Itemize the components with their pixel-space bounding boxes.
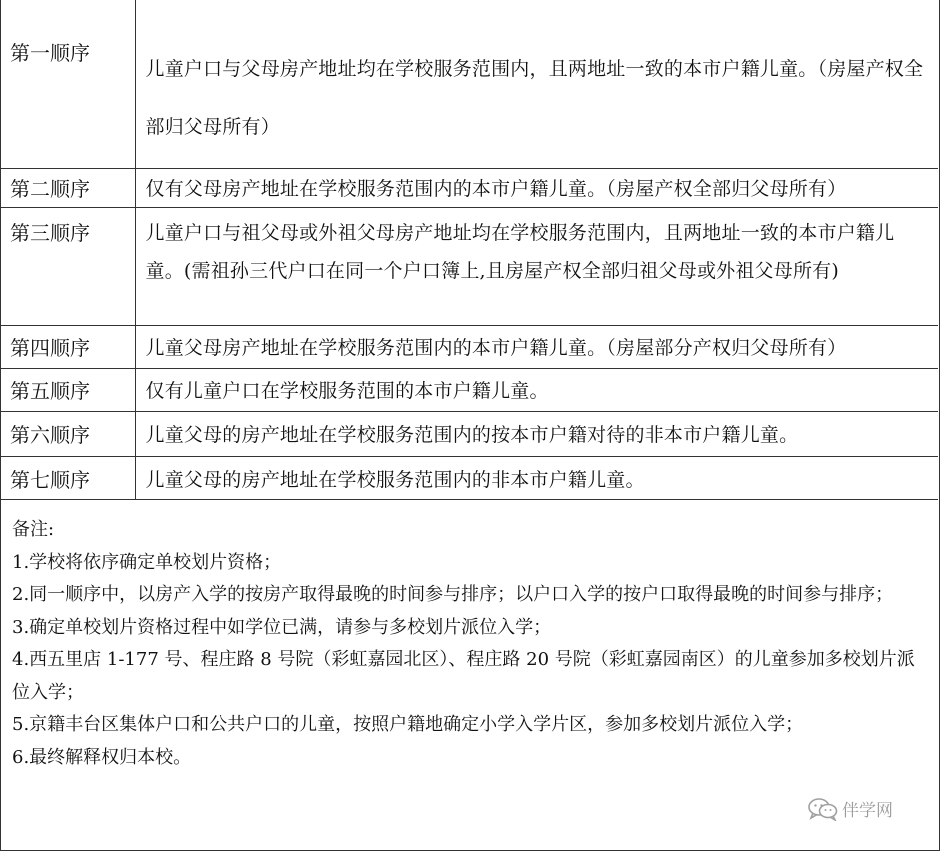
note-item: 3.确定单校划片资格过程中如学位已满，请参与多校划片派位入学；: [12, 616, 552, 638]
order-label: 第五顺序: [10, 379, 90, 403]
order-desc-cell: [135, 412, 938, 457]
order-description: 仅有儿童户口在学校服务范围的本市户籍儿童。: [145, 380, 549, 402]
order-label: 第六顺序: [10, 423, 90, 447]
order-desc-cell: [135, 369, 938, 412]
order-desc-cell: [135, 457, 938, 500]
watermark: [808, 796, 893, 821]
note-item: 2.同一顺序中，以房产入学的按房产取得最晚的时间参与排序；以户口入学的按户口取得最晚的时间参与排序；: [12, 584, 894, 605]
table-row: [0, 369, 938, 412]
order-label-cell: [0, 169, 135, 208]
order-description: 儿童户口与父母房产地址均在学校服务范围内，且两地址一致的本市户籍儿童。（房屋产权全部归父母所有）: [145, 58, 924, 138]
order-description: 儿童父母房产地址在学校服务范围内的本市户籍儿童。（房屋部分产权归父母所有）: [145, 337, 847, 359]
order-label-cell: [0, 369, 135, 412]
order-label: 第七顺序: [10, 468, 90, 492]
order-description: 仅有父母房产地址在学校服务范围内的本市户籍儿童。（房屋产权全部归父母所有）: [145, 178, 847, 200]
order-label: 第一顺序: [10, 41, 90, 65]
order-description: 儿童父母的房产地址在学校服务范围内的按本市户籍对待的非本市户籍儿童。: [145, 424, 799, 446]
table-row: [0, 169, 938, 208]
order-desc-cell: [135, 326, 938, 369]
table-row: [0, 0, 938, 169]
note-item: 4.西五里店 1-177 号、程庄路 8 号院（彩虹嘉园北区）、程庄路 20 号院（彩虹嘉园南区）的儿童参加多校划片派位入学；: [12, 649, 915, 703]
order-desc-cell: [135, 0, 938, 169]
order-label: 第三顺序: [10, 221, 90, 245]
order-desc-cell: [135, 208, 938, 326]
note-item: 6.最终解释权归本校。: [12, 746, 192, 768]
notes-title: 备注:: [12, 519, 55, 540]
order-label-cell: [0, 412, 135, 457]
order-label-cell: [0, 0, 135, 169]
order-label-cell: [0, 457, 135, 500]
wechat-icon: [808, 797, 838, 821]
order-description: 儿童户口与祖父母或外祖父母房产地址均在学校服务范围内，且两地址一致的本市户籍儿童。(需祖孙三代户口在同一个户口簿上,且房屋产权全部归祖父母或外祖父母所有): [145, 222, 895, 282]
watermark-text: 伴学网: [842, 801, 893, 821]
order-label: 第二顺序: [10, 177, 90, 201]
table-row: [0, 326, 938, 369]
order-label: 第四顺序: [10, 336, 90, 360]
order-desc-cell: [135, 169, 938, 208]
order-label-cell: [0, 326, 135, 369]
order-description: 儿童父母的房产地址在学校服务范围内的非本市户籍儿童。: [145, 469, 645, 491]
notes-section: [12, 514, 930, 774]
note-item: 1.学校将依序确定单校划片资格；: [12, 551, 282, 573]
note-item: 5.京籍丰台区集体户口和公共户口的儿童，按照户籍地确定小学入学片区，参加多校划片派位入学；: [12, 714, 804, 735]
table-row: [0, 208, 938, 326]
table-row: [0, 457, 938, 500]
order-label-cell: [0, 208, 135, 326]
table-row: [0, 412, 938, 457]
